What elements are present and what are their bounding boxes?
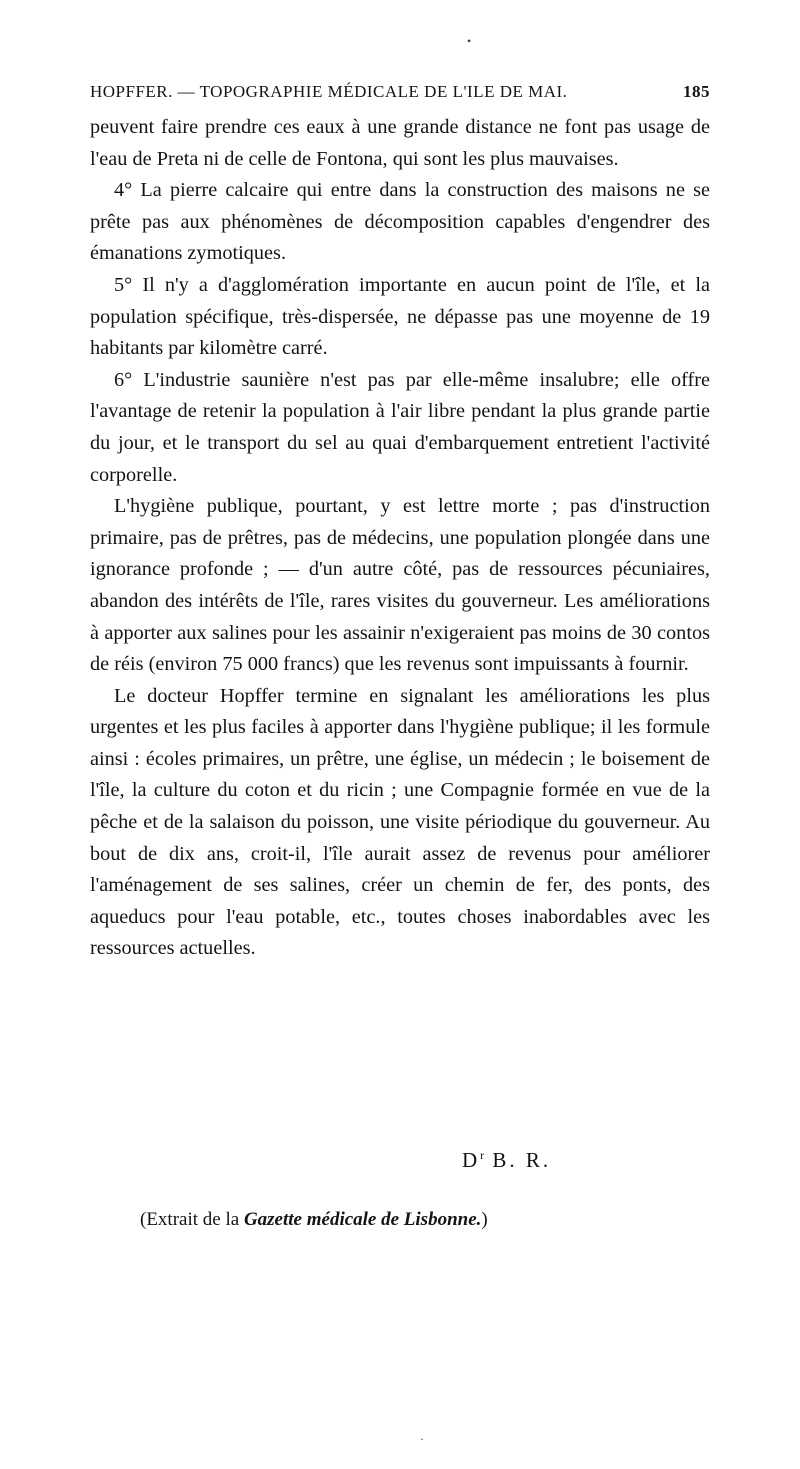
paragraph-conclusion: Le docteur Hopffer termine en signalant les améliorations les plus urgentes et les plus faciles à apporter dans l'hygiène publique; il les formule ainsi : écoles primaires, un prêtre, une église, un médecin ; le boisement de l'île, la culture du coton et du ricin ; une Compagnie formée en vue de la pêche et de la salaison du poisson, une visite périodique du gouverneur. Au bout de dix ans, croit-il, l'île aurait assez de revenus pour améliorer l'aménagement de ses salines, créer un chemin de fer, des ponts, des aqueducs pour l'eau potable, etc., toutes choses inabordables avec les ressources actuelles. <box>90 684 710 960</box>
paragraph-continuation: peuvent faire prendre ces eaux à une grande distance ne font pas usage de l'eau de Preta ni de celle de Fontona, qui sont les plus mauvaises. <box>90 116 710 170</box>
source-citation <box>140 1209 590 1231</box>
page-number: 185 <box>683 82 710 101</box>
running-title: HOPFFER. — TOPOGRAPHIE MÉDICALE DE L'ILE DE MAI. <box>90 82 568 101</box>
paragraph-point-4: 4° La pierre calcaire qui entre dans la construction des maisons ne se prête pas aux phénomènes de décomposition capables d'engendrer des émanations zymotiques. <box>90 179 710 265</box>
source-prefix: (Extrait de la <box>140 1209 244 1230</box>
paragraph-point-6: 6° L'industrie saunière n'est pas par elle-même insalubre; elle offre l'avantage de retenir la population à l'air libre pendant la plus grande partie du jour, et le transport du sel au quai d'embarquement entretient l'activité corporelle. <box>90 368 710 486</box>
signature-title: D <box>462 1148 481 1172</box>
body-text <box>90 112 710 965</box>
print-speck: • <box>467 34 472 48</box>
signature-title-sup: r <box>480 1148 485 1162</box>
paragraph-point-5: 5° Il n'y a d'agglomération importante en aucun point de l'île, et la population spécifique, très-dispersée, ne dépasse pas une moyenne de 19 habitants par kilomètre carré. <box>90 273 710 360</box>
paragraph-public-hygiene: L'hygiène publique, pourtant, y est lettre morte ; pas d'instruction primaire, pas de prêtres, pas de médecins, une population plongée dans une ignorance profonde ; — d'un autre côté, pas de ressources pécuniaires, abandon des intérêts de l'île, rares visites du gouverneur. Les améliorations à apporter aux salines pour les assainir n'exigeraient pas moins de 30 contos de réis (environ 75 000 francs) que les revenus sont impuissants à fournir. <box>90 495 710 676</box>
signature-initials: B. R. <box>492 1148 552 1172</box>
author-signature <box>462 1148 551 1173</box>
running-header <box>90 82 710 112</box>
source-suffix: ) <box>481 1209 488 1230</box>
source-journal: Gazette médicale de Lisbonne. <box>243 1209 482 1230</box>
print-speck: · <box>420 1432 424 1446</box>
